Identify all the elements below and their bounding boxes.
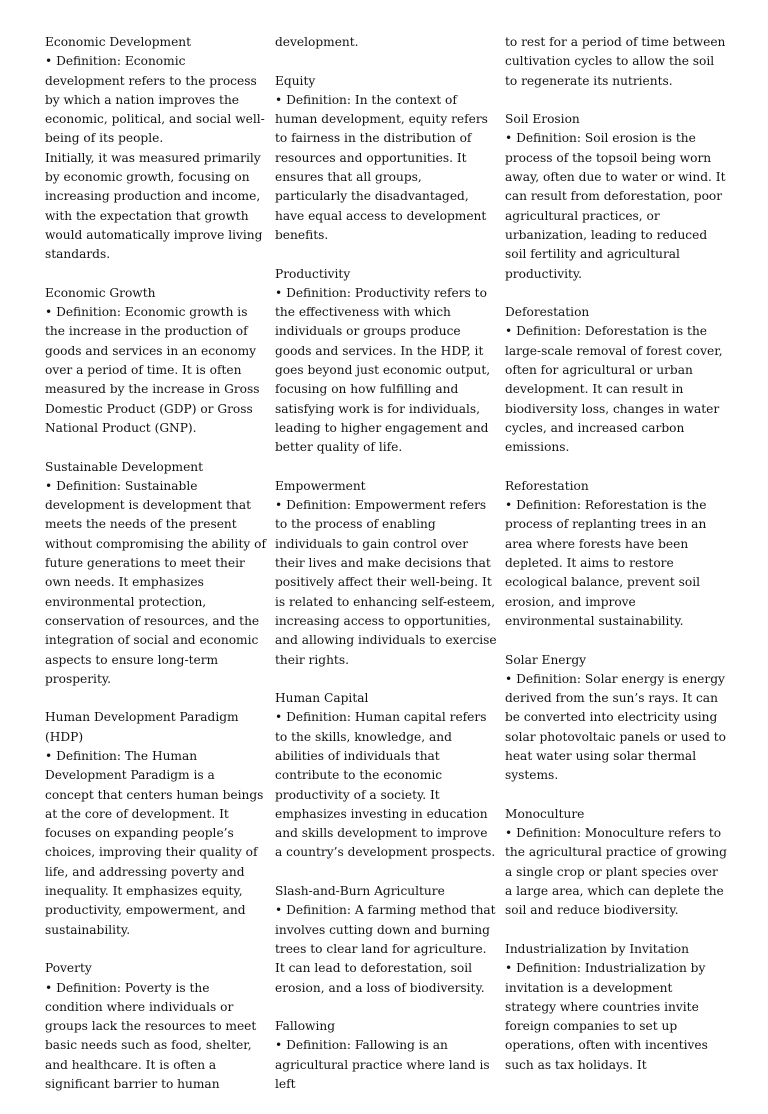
term-definition: • Definition: Fallowing is an agricultural practice where land is left [275, 1038, 490, 1092]
term-heading: Monoculture [505, 806, 585, 821]
continued-text [275, 33, 497, 52]
term-heading: Reforestation [505, 478, 589, 493]
term-definition: • Definition: Economic growth is the increase in the production of goods and services in an economy over a period of time. It is often measured by the increase in Gross Domestic Product (GDP) or Gross National Product (GNP). [45, 305, 260, 435]
term-heading: Human Capital [275, 691, 369, 706]
text-column-3 [505, 33, 727, 1094]
glossary-entry-slash-and-burn [275, 882, 497, 998]
term-definition: • Definition: Industrialization by invitation is a development strategy where countries invite foreign companies to set up operations, often with incentives such as tax holidays. It [505, 961, 708, 1072]
glossary-entry-economic-growth [45, 284, 267, 438]
glossary-entry-empowerment [275, 477, 497, 670]
term-heading: Industrialization by Invitation [505, 941, 689, 956]
term-definition: • Definition: Solar energy is energy derived from the sun’s rays. It can be converted into electricity using solar photovoltaic panels or used to heat water using solar thermal systems. [505, 671, 726, 783]
continuation-text: to rest for a period of time between cultivation cycles to allow the soil to regenerate its nutrients. [505, 35, 726, 88]
glossary-entry-human-development-paradigm [45, 708, 267, 940]
term-heading: Economic Development [45, 35, 192, 49]
term-heading: Deforestation [505, 305, 590, 320]
term-heading: Sustainable Development [45, 459, 204, 474]
glossary-entry-sustainable-development [45, 458, 267, 690]
term-heading: Productivity [275, 266, 351, 281]
term-definition: • Definition: Economic development refers to the process by which a nation improves the economic, political, and social well-being of its people. [45, 54, 265, 146]
glossary-entry-soil-erosion [505, 110, 727, 284]
term-definition: • Definition: Soil erosion is the process of the topsoil being worn away, often due to water or wind. It can result from deforestation, poor agricultural practices, or urbanization, leading to reduced soil fertility and agricultural productivity. [505, 131, 726, 281]
term-extra-paragraph: Initially, it was measured primarily by economic growth, focusing on increasing production and income, with the expectation that growth would automatically improve living standards. [45, 150, 263, 262]
text-column-1 [45, 33, 267, 1114]
term-definition: • Definition: Human capital refers to the skills, knowledge, and abilities of individuals that contribute to the economic productivity of a society. It emphasizes investing in education and skills development to improve a country’s development prospects. [275, 710, 496, 860]
term-heading: Empowerment [275, 478, 366, 493]
term-heading: Human Development Paradigm (HDP) [45, 710, 239, 744]
term-heading: Soil Erosion [505, 112, 580, 127]
glossary-entry-reforestation [505, 477, 727, 631]
term-definition: • Definition: Reforestation is the process of replanting trees in an area where forests have been depleted. It aims to restore ecological balance, prevent soil erosion, and improve environmental sustainability. [505, 498, 707, 628]
term-heading: Slash-and-Burn Agriculture [275, 884, 445, 899]
glossary-entry-industrialization-by-invitation [505, 940, 727, 1075]
term-definition: • Definition: A farming method that involves cutting down and burning trees to clear land for agriculture. It can lead to deforestation, soil erosion, and a loss of biodiversity. [275, 903, 496, 995]
term-definition: • Definition: Empowerment refers to the process of enabling individuals to gain control over their lives and make decisions that positively affect their well-being. It is related to enhancing self-esteem, increasing access to opportunities, and allowing individuals to exercise their rights. [275, 498, 497, 667]
glossary-entry-productivity [275, 265, 497, 458]
glossary-entry-equity [275, 72, 497, 246]
term-definition: • Definition: Sustainable development is development that meets the needs of the present without compromising the ability of future generations to meet their own needs. It emphasizes environmental protection, conservation of resources, and the integration of social and economic aspects to ensure long-term prosperity. [45, 478, 266, 686]
term-definition: • Definition: The Human Development Paradigm is a concept that centers human beings at the core of development. It focuses on expanding people’s choices, improving their quality of life, and addressing poverty and inequality. It emphasizes equity, productivity, empowerment, and sustainability. [45, 748, 264, 937]
term-definition: • Definition: Monoculture refers to the agricultural practice of growing a single crop or plant species over a large area, which can deplete the soil and reduce biodiversity. [505, 826, 727, 918]
term-definition: • Definition: Deforestation is the large-scale removal of forest cover, often for agricultural or urban development. It can result in biodiversity loss, changes in water cycles, and increased carbon emissions. [505, 324, 723, 455]
glossary-entry-fallowing [275, 1017, 497, 1094]
term-definition: • Definition: In the context of human development, equity refers to fairness in the distribution of resources and opportunities. It ensures that all groups, particularly the disadvantaged, have equal access to development benefits. [275, 92, 488, 242]
glossary-entry-monoculture [505, 805, 727, 921]
glossary-entry-human-capital [275, 689, 497, 863]
term-heading: Economic Growth [45, 285, 156, 300]
term-heading: Poverty [45, 961, 92, 976]
term-definition: • Definition: Productivity refers to the effectiveness with which individuals or groups produce goods and services. In the HDP, it goes beyond just economic output, focusing on how fulfilling and satisfying work is for individuals, leading to higher engagement and better quality of life. [275, 285, 491, 455]
term-definition: • Definition: Poverty is the condition where individuals or groups lack the resources to meet basic needs such as food, shelter, and healthcare. It is often a significant barrier to human [45, 980, 257, 1092]
glossary-entry-economic-development [45, 33, 267, 265]
continued-text [505, 33, 727, 91]
term-heading: Fallowing [275, 1019, 336, 1034]
glossary-entry-solar-energy [505, 651, 727, 786]
glossary-entry-poverty [45, 959, 267, 1094]
continuation-text: development. [275, 35, 359, 49]
term-heading: Equity [275, 73, 316, 88]
glossary-entry-deforestation [505, 303, 727, 457]
text-column-2 [275, 33, 497, 1114]
term-heading: Solar Energy [505, 652, 587, 667]
